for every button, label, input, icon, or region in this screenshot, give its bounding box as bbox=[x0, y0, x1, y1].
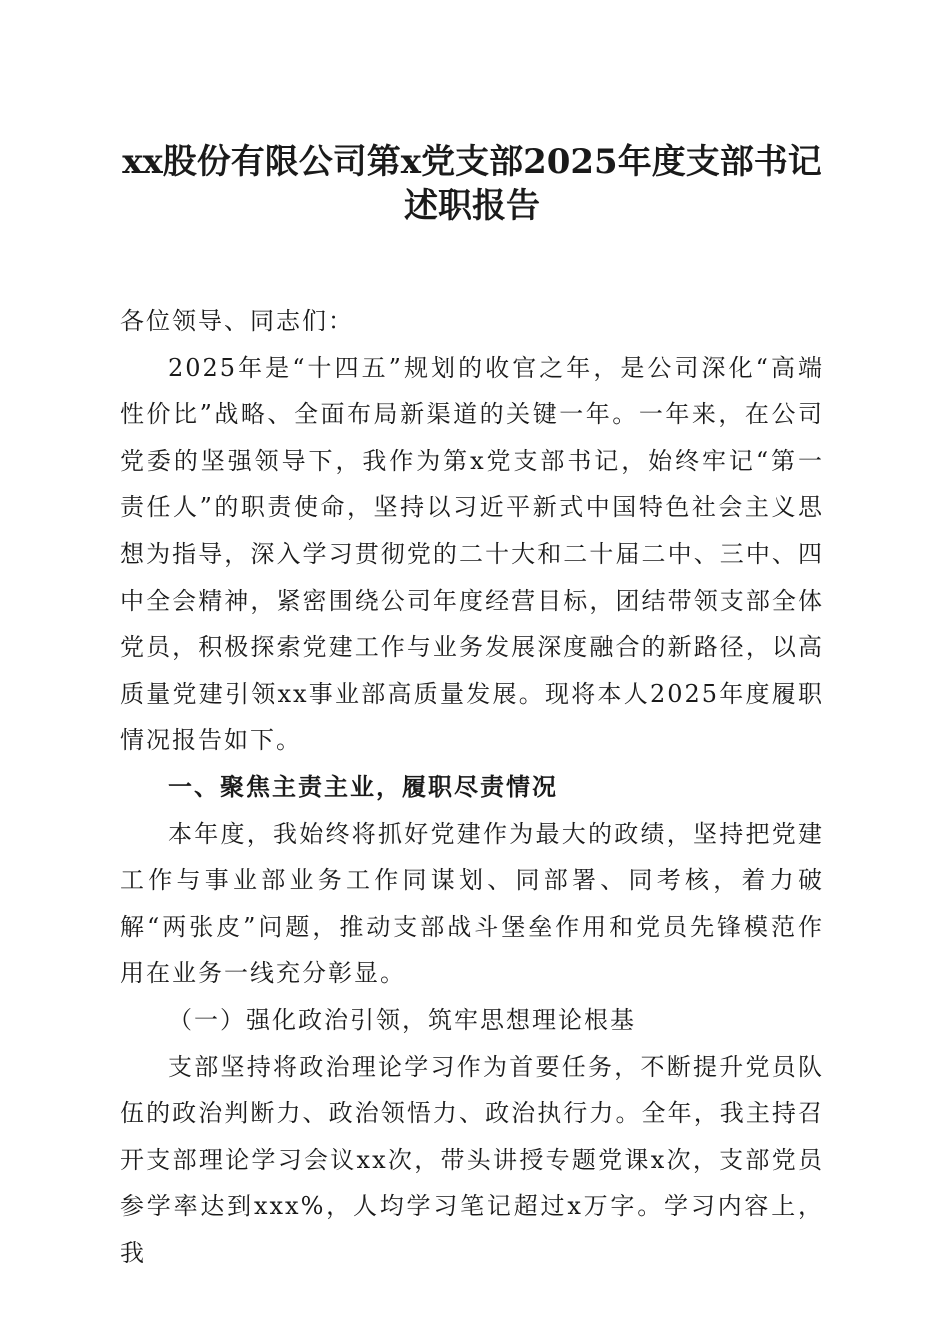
section-paragraph: 本年度，我始终将抓好党建作为最大的政绩，坚持把党建工作与事业部业务工作同谋划、同部署、同考核，着力破解“两张皮”问题，推动支部战斗堡垒作用和党员先锋模范作用在业务一线充分彰显。 bbox=[120, 819, 824, 988]
intro-paragraph: 2025年是“十四五”规划的收官之年，是公司深化“高端性价比”战略、全面布局新渠道的关键一年。一年来，在公司党委的坚强领导下，我作为第x党支部书记，始终牢记“第一责任人”的职责使命，坚持以习近平新式中国特色社会主义思想为指导，深入学习贯彻党的二十大和二十届二中、三中、四中全会精神，紧密围绕公司年度经营目标，团结带领支部全体党员，积极探索党建工作与业务发展深度融合的新路径，以高质量党建引领xx事业部高质量发展。现将本人2025年度履职情况报告如下。 bbox=[120, 353, 824, 755]
salutation: 各位领导、同志们： bbox=[120, 307, 354, 335]
document-body bbox=[120, 298, 824, 1276]
document-title: xx股份有限公司第x党支部2025年度支部书记述职报告 bbox=[122, 142, 822, 226]
section-heading: 一、聚焦主责主业，履职尽责情况 bbox=[168, 772, 558, 801]
subsection-paragraph: 支部坚持将政治理论学习作为首要任务，不断提升党员队伍的政治判断力、政治领悟力、政治执行力。全年，我主持召开支部理论学习会议xx次，带头讲授专题党课x次，支部党员参学率达到xxx%，人均学习笔记超过x万字。学习内容上，我 bbox=[120, 1052, 824, 1267]
document-page bbox=[120, 140, 824, 1276]
subsection-heading: （一）强化政治引领，筑牢思想理论根基 bbox=[168, 1005, 636, 1034]
